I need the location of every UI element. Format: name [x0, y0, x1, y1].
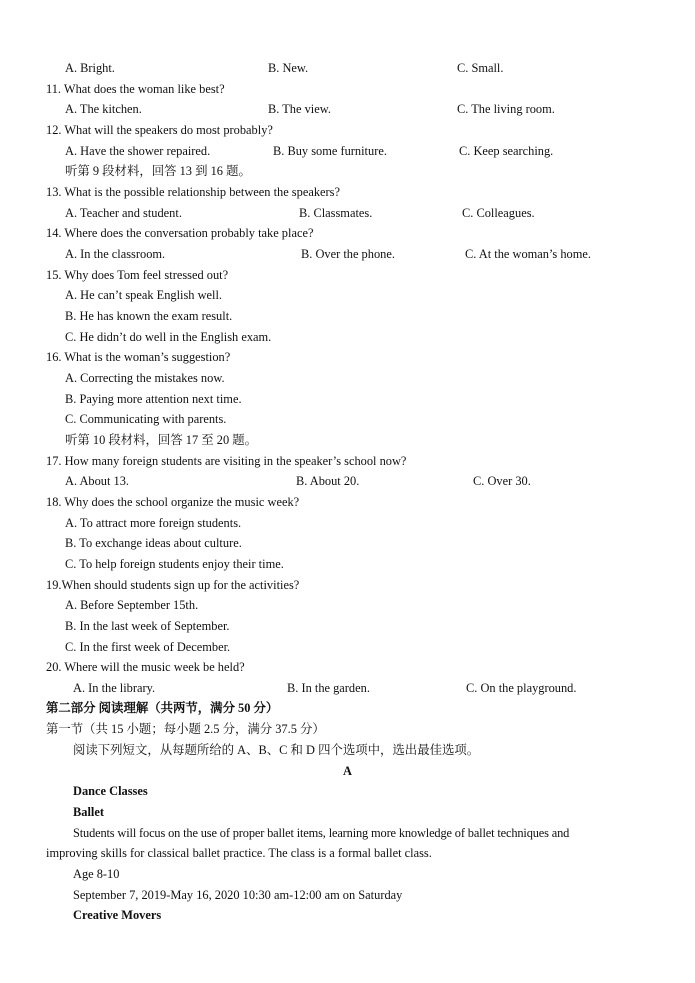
q20-option-a: A. In the library. [73, 681, 156, 695]
q11-option-c: C. The living room. [457, 102, 555, 116]
reading-instruction: 阅读下列短文，从每题所给的 A、B、C 和 D 四个选项中，选出最佳选项。 [73, 743, 480, 757]
passage-heading: Dance Classes [73, 784, 148, 798]
q13-option-a: A. Teacher and student. [65, 206, 182, 220]
q18-option-a: A. To attract more foreign students. [65, 516, 242, 530]
q11-stem: 11. What does the woman like best? [46, 82, 225, 96]
q16-stem: 16. What is the woman’s suggestion? [46, 350, 231, 364]
ballet-age: Age 8-10 [73, 867, 120, 881]
q19-stem: 19.When should students sign up for the activities? [46, 578, 300, 592]
q10-option-c: C. Small. [457, 61, 504, 75]
part-two-title: 第二部分 阅读理解（共两节，满分 50 分） [46, 701, 279, 715]
q11-option-a: A. The kitchen. [65, 102, 142, 116]
q17-option-a: A. About 13. [65, 474, 130, 488]
q14-stem: 14. Where does the conversation probably take place? [46, 226, 314, 240]
q18-stem: 18. Why does the school organize the music week? [46, 495, 300, 509]
q19-option-b: B. In the last week of September. [65, 619, 230, 633]
material-10-instruction: 听第 10 段材料，回答 17 至 20 题。 [65, 433, 258, 447]
q14-option-c: C. At the woman’s home. [465, 247, 591, 261]
q17-stem: 17. How many foreign students are visiting in the speaker’s school now? [46, 454, 407, 468]
q12-option-a: A. Have the shower repaired. [65, 144, 211, 158]
q20-option-b: B. In the garden. [287, 681, 370, 695]
passage-letter: A [343, 764, 352, 778]
creative-movers-title: Creative Movers [73, 908, 162, 922]
q11-option-b: B. The view. [268, 102, 331, 116]
q13-option-b: B. Classmates. [299, 206, 373, 220]
ballet-description-line2: improving skills for classical ballet practice. The class is a formal ballet class. [46, 846, 432, 860]
q18-option-c: C. To help foreign students enjoy their time. [65, 557, 284, 571]
q19-option-c: C. In the first week of December. [65, 640, 231, 654]
q18-option-b: B. To exchange ideas about culture. [65, 536, 242, 550]
q12-option-c: C. Keep searching. [459, 144, 554, 158]
q10-option-b: B. New. [268, 61, 309, 75]
q15-option-b: B. He has known the exam result. [65, 309, 233, 323]
q16-option-b: B. Paying more attention next time. [65, 392, 242, 406]
q13-stem: 13. What is the possible relationship between the speakers? [46, 185, 340, 199]
q17-option-b: B. About 20. [296, 474, 360, 488]
q12-option-b: B. Buy some furniture. [273, 144, 387, 158]
q14-option-a: A. In the classroom. [65, 247, 166, 261]
q16-option-c: C. Communicating with parents. [65, 412, 227, 426]
q14-option-b: B. Over the phone. [301, 247, 395, 261]
q10-option-a: A. Bright. [65, 61, 115, 75]
q13-option-c: C. Colleagues. [462, 206, 535, 220]
q20-stem: 20. Where will the music week be held? [46, 660, 245, 674]
material-9-instruction: 听第 9 段材料，回答 13 到 16 题。 [65, 164, 251, 178]
ballet-title: Ballet [73, 805, 104, 819]
q15-option-c: C. He didn’t do well in the English exam. [65, 330, 272, 344]
ballet-description-line1: Students will focus on the use of proper ballet items, learning more knowledge of ballet techniques and [73, 826, 570, 840]
q17-option-c: C. Over 30. [473, 474, 531, 488]
q16-option-a: A. Correcting the mistakes now. [65, 371, 225, 385]
q19-option-a: A. Before September 15th. [65, 598, 199, 612]
q15-stem: 15. Why does Tom feel stressed out? [46, 268, 229, 282]
ballet-schedule: September 7, 2019-May 16, 2020 10:30 am-12:00 am on Saturday [73, 888, 403, 902]
q12-stem: 12. What will the speakers do most probably? [46, 123, 273, 137]
q20-option-c: C. On the playground. [466, 681, 577, 695]
q15-option-a: A. He can’t speak English well. [65, 288, 223, 302]
section-one-title: 第一节（共 15 小题；每小题 2.5 分，满分 37.5 分） [46, 722, 325, 736]
